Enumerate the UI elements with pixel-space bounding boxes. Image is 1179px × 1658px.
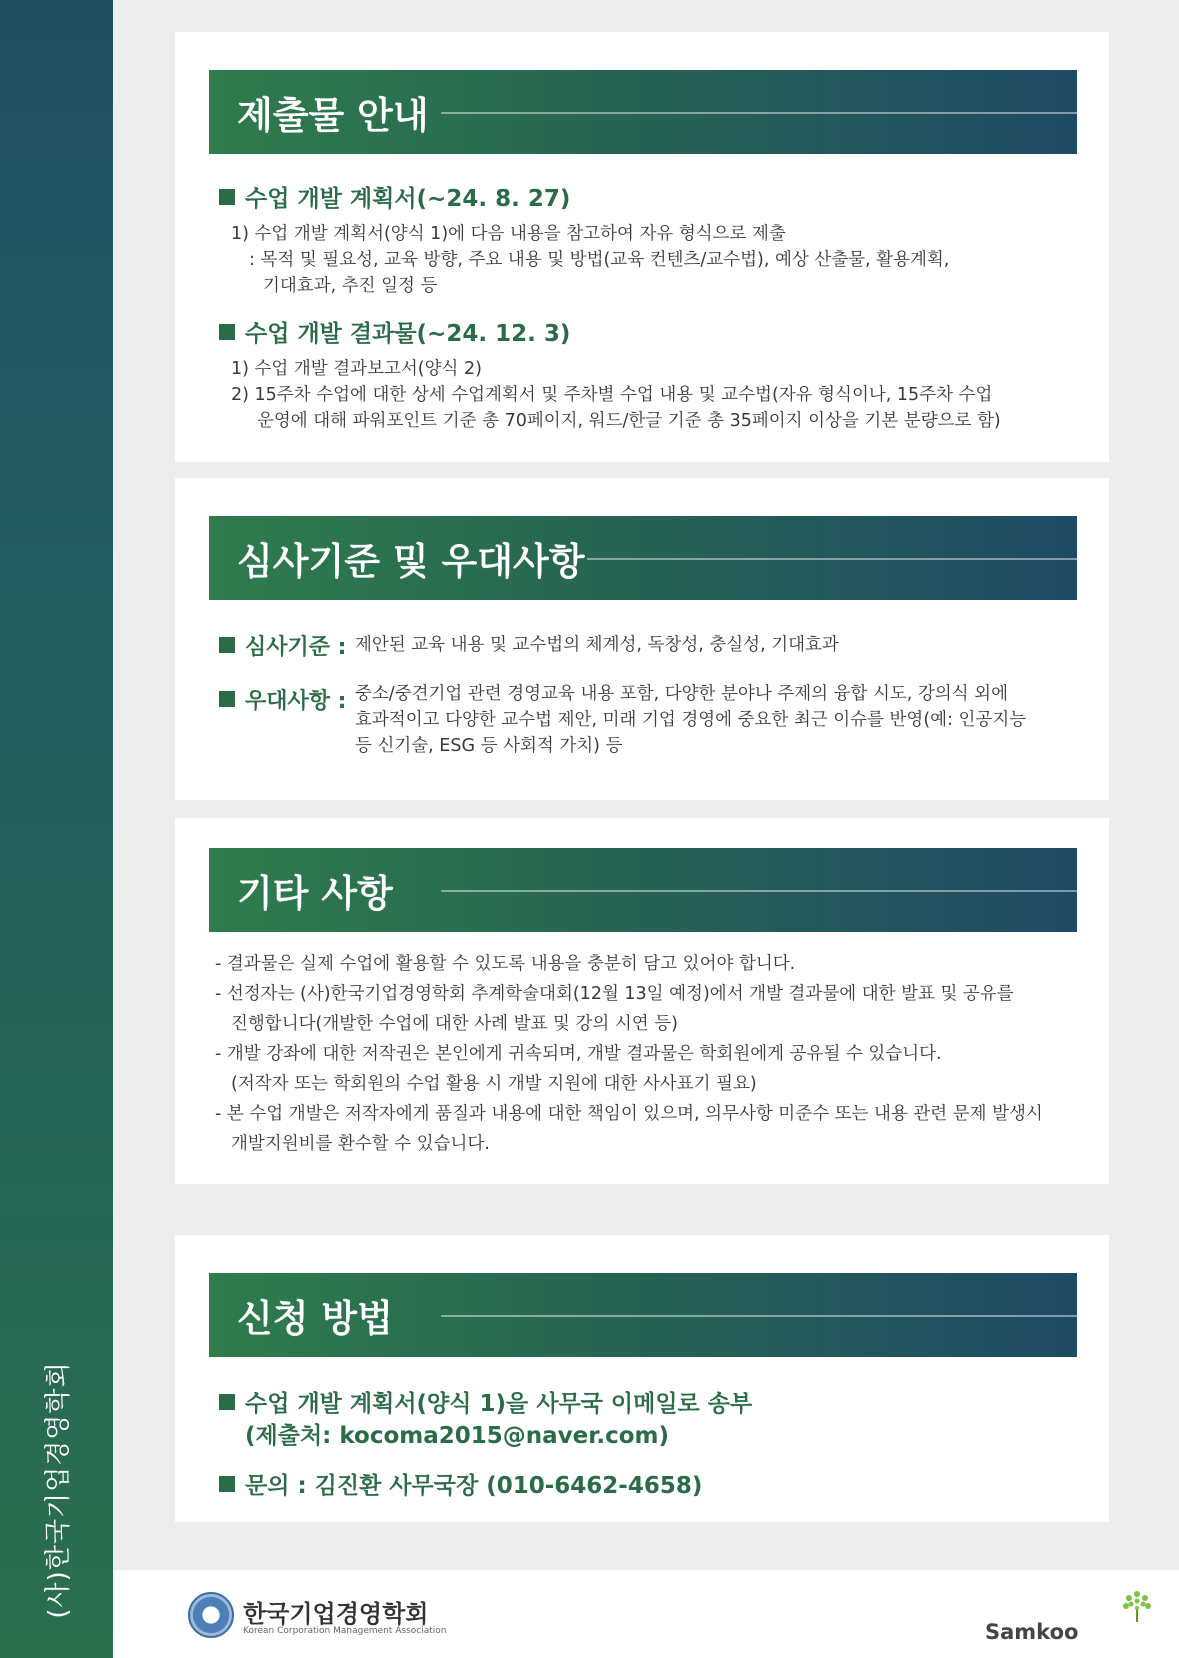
etc-title: 기타 사항 <box>237 872 393 915</box>
samkoo-leaf-icon <box>1119 1588 1155 1624</box>
result-line: 운영에 대해 파워포인트 기준 총 70페이지, 워드/한글 기준 총 35페이지 이상을 기본 분량으로 함) <box>257 411 1001 431</box>
plan-heading: 수업 개발 계획서(~24. 8. 27) <box>219 180 570 213</box>
criteria-banner <box>209 516 1077 600</box>
plan-line: : 목적 및 필요성, 교육 방향, 주요 내용 및 방법(교육 컨텐츠/교수법), 예상 산출물, 활용계획, <box>249 250 950 270</box>
result-line: 1) 수업 개발 결과보고서(양식 2) <box>231 359 482 379</box>
etc-banner <box>209 848 1077 932</box>
preference-label: 우대사항 : <box>245 689 347 714</box>
etc-card <box>175 818 1109 1184</box>
apply-banner <box>209 1273 1077 1357</box>
submission-banner <box>209 70 1077 154</box>
square-bullet-icon <box>219 691 235 707</box>
apply-instruction: 수업 개발 계획서(양식 1)을 사무국 이메일로 송부 <box>219 1385 752 1418</box>
banner-divider <box>441 112 1077 114</box>
etc-line: - 결과물은 실제 수업에 활용할 수 있도록 내용을 충분히 담고 있어야 합니다. <box>215 954 796 974</box>
criteria-title: 심사기준 및 우대사항 <box>237 540 585 583</box>
etc-line: 개발지원비를 환수할 수 있습니다. <box>231 1134 490 1154</box>
banner-divider <box>587 558 1077 560</box>
etc-line: 진행합니다(개발한 수업에 대한 사례 발표 및 강의 시연 등) <box>231 1014 678 1034</box>
preference-line: 중소/중견기업 관련 경영교육 내용 포함, 다양한 분야나 주제의 융합 시도, 강의식 외에 <box>355 684 1008 704</box>
etc-line: - 개발 강좌에 대한 저작권은 본인에게 귀속되며, 개발 결과물은 학회원에게 공유될 수 있습니다. <box>215 1044 942 1064</box>
submission-title: 제출물 안내 <box>237 94 429 137</box>
plan-line: 1) 수업 개발 계획서(양식 1)에 다음 내용을 참고하여 자유 형식으로 제출 <box>231 224 786 244</box>
etc-line: (저작자 또는 학회원의 수업 활용 시 개발 지원에 대한 사사표기 필요) <box>231 1074 757 1094</box>
review-criteria-row <box>219 630 346 661</box>
association-logo-english: Korean Corporation Management Association <box>243 1626 447 1636</box>
preference-row <box>219 684 346 715</box>
preference-line: 효과적이고 다양한 교수법 제안, 미래 기업 경영에 중요한 최근 이슈를 반영(예: 인공지능 <box>355 710 1027 730</box>
square-bullet-icon <box>219 324 235 340</box>
footer <box>113 1570 1179 1658</box>
inquiry-contact: 문의 : 김진환 사무국장 (010-6462-4658) <box>219 1467 702 1500</box>
samkoo-logo-text: Samkoo <box>985 1620 1079 1644</box>
sidebar-org-name: (사)한국기업경영학회 <box>43 1361 74 1619</box>
apply-email: (제출처: kocoma2015@naver.com) <box>245 1423 669 1449</box>
result-heading: 수업 개발 결과물(~24. 12. 3) <box>219 315 570 348</box>
square-bullet-icon <box>219 1476 235 1492</box>
preference-line: 등 신기술, ESG 등 사회적 가치) 등 <box>355 736 623 756</box>
square-bullet-icon <box>219 189 235 205</box>
sidebar <box>0 0 113 1658</box>
etc-line: - 본 수업 개발은 저작자에게 품질과 내용에 대한 책임이 있으며, 의무사항 미준수 또는 내용 관련 문제 발생시 <box>215 1104 1043 1124</box>
review-label: 심사기준 : <box>245 635 347 660</box>
apply-title: 신청 방법 <box>237 1297 393 1340</box>
banner-divider <box>441 1315 1077 1317</box>
etc-line: - 선정자는 (사)한국기업경영학회 추계학술대회(12월 13일 예정)에서 개발 결과물에 대한 발표 및 공유를 <box>215 984 1014 1004</box>
apply-card <box>175 1235 1109 1522</box>
banner-divider <box>441 890 1077 892</box>
association-logo-name: 한국기업경영학회 <box>243 1600 429 1628</box>
square-bullet-icon <box>219 1394 235 1410</box>
plan-line: 기대효과, 추진 일정 등 <box>263 276 438 296</box>
review-text: 제안된 교육 내용 및 교수법의 체계성, 독창성, 충실성, 기대효과 <box>355 635 839 655</box>
criteria-card <box>175 478 1109 800</box>
association-emblem-icon <box>188 1592 234 1638</box>
submission-card <box>175 32 1109 462</box>
result-line: 2) 15주차 수업에 대한 상세 수업계획서 및 주차별 수업 내용 및 교수법(자유 형식이나, 15주차 수업 <box>231 385 993 405</box>
square-bullet-icon <box>219 637 235 653</box>
